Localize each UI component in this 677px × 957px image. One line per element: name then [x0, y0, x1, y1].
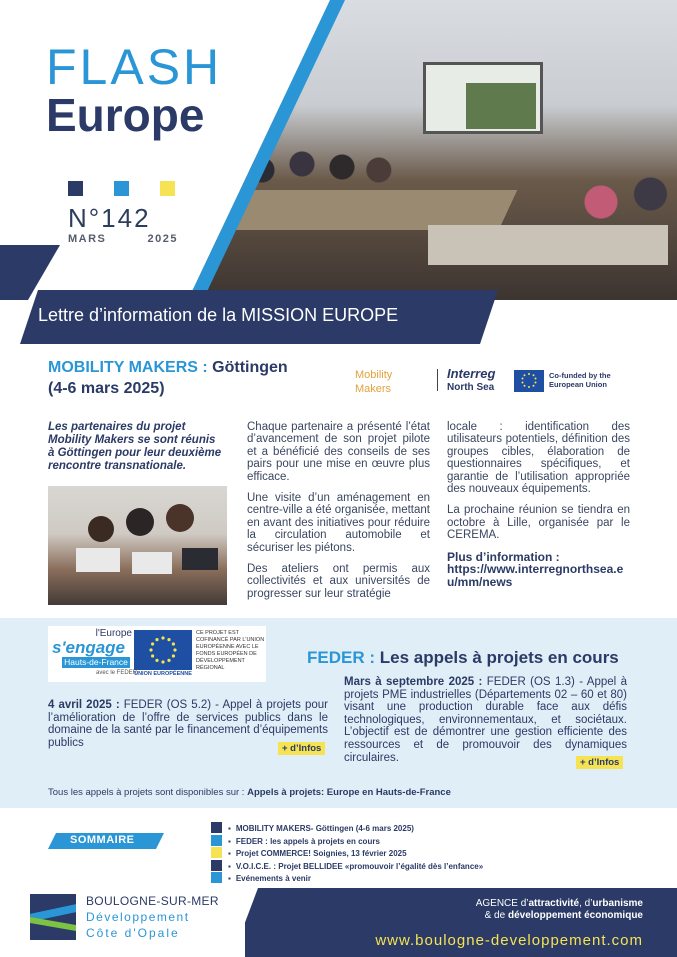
issue-month: MARS — [68, 233, 107, 245]
interreg-subtitle: North Sea — [447, 382, 495, 393]
paragraph: locale : identification des utilisateurs potentiels, définition des groupes cibles, élaboration de questionnaires spécifiques, et garantie de l’utilisation appropriée des nouveaux équipements. — [447, 421, 630, 496]
paragraph: La prochaine réunion se tiendra en octobre à Lille, organisée par le CEREMA. — [447, 504, 630, 542]
mobility-dates: (4-6 mars 2025) — [48, 380, 165, 397]
all-calls-prefix: Tous les appels à projets sont disponibles sur : — [48, 787, 248, 798]
interreg-logo: Interreg — [447, 366, 496, 381]
toc-item[interactable]: ▪ Evénements à venir — [228, 873, 483, 886]
tagline-part: & de — [484, 910, 508, 921]
square-blue-icon — [114, 181, 129, 196]
call-1-date: 4 avril 2025 : — [48, 699, 120, 711]
agency-tagline — [476, 898, 643, 922]
all-calls-link[interactable]: Appels à projets: Europe en Hauts-de-France — [247, 787, 451, 798]
toc-square-icon — [211, 822, 222, 833]
toc-square-icon — [211, 835, 222, 846]
logo-sengage-text: s'engage — [52, 638, 126, 657]
call-1-text: FEDER (OS 5.2) - Appel à projets pour l’amélioration de l’offre de services publics dans le domaine de la santé par le financement d’équipements publics — [48, 699, 328, 749]
brand-name: BOULOGNE-SUR-MER — [86, 894, 219, 908]
logo-divider — [437, 369, 438, 391]
feder-cofinance-text: CE PROJET EST COFINANCÉ PAR L'UNION EUROPÉENNE AVEC LE FONDS EUROPÉEN DE DÉVELOPPEMENT RÉGIONAL — [196, 630, 265, 671]
paragraph: Chaque partenaire a présenté l’état d’avancement de son projet pilote et a bénéficié des conseils de ses pairs pour une mise en œuvre plus efficace. — [247, 421, 430, 483]
more-info-link[interactable]: https://www.interregnorthsea.eu/mm/news — [447, 562, 624, 590]
article-column-2 — [247, 421, 430, 609]
boulogne-logo-icon — [30, 894, 76, 940]
paragraph: Une visite d’un aménagement en centre-ville a été organisée, mettant en avant des initiatives pour réduire la circulation automobile et sécuriser les piétons. — [247, 492, 430, 554]
mobility-logo-line2: Makers — [355, 383, 392, 395]
table-of-contents — [228, 823, 483, 886]
issue-date — [68, 233, 178, 245]
more-info-label: Plus d’information : — [447, 549, 560, 564]
call-2-date: Mars à septembre 2025 : — [344, 676, 483, 688]
feder-title-key: FEDER : — [307, 648, 380, 667]
eu-flag-icon — [134, 630, 192, 670]
call-for-projects-2 — [344, 676, 627, 764]
website-link[interactable]: www.boulogne-developpement.com — [375, 932, 643, 949]
mobility-title-project: MOBILITY MAKERS : — [48, 359, 213, 376]
all-calls-line — [48, 787, 451, 798]
toc-item[interactable]: ▪ V.O.I.C.E. : Projet BELLIDEE «promouvoir l’égalité dès l’enfance» — [228, 861, 483, 874]
toc-square-icon — [211, 860, 222, 871]
toc-item[interactable]: ▪ MOBILITY MAKERS- Göttingen (4-6 mars 2025) — [228, 823, 483, 836]
square-navy-icon — [68, 181, 83, 196]
mobility-logo-line1: Mobility — [355, 369, 393, 381]
logo-region-text: Hauts-de-France — [62, 657, 130, 668]
brand-subtitle: Développement — [86, 910, 190, 924]
paragraph: Des ateliers ont permis aux collectivités et aux universités de progresser sur leur stratégie — [247, 563, 430, 600]
tagline-part: , d’ — [579, 898, 593, 909]
tagline-part: AGENCE d’ — [475, 898, 529, 909]
tagline-part: urbanisme — [592, 898, 643, 909]
mobility-title — [48, 359, 288, 377]
eu-flag-icon — [514, 370, 544, 392]
photo-table-right — [428, 225, 668, 265]
tagline-part: attractivité — [528, 898, 580, 909]
toc-square-icon — [211, 847, 222, 858]
call-2-text: FEDER (OS 1.3) - Appel à projets PME industrielles (Départements 02 – 60 et 80) visant une production durable face aux défis technologiques, environnementaux, et sociétaux. L’objectif est de démontrer une gestion efficiente des ressources et de promouvoir des dynamiques circulaires. — [344, 676, 627, 764]
banner-text: Lettre d’information de la MISSION EUROPE — [38, 305, 399, 325]
toc-square-icon — [211, 872, 222, 883]
meeting-photo — [48, 486, 227, 605]
title-flash: FLASH — [46, 39, 223, 95]
brand-region: Côte d'Opale — [86, 926, 180, 940]
logo-avec-text: avec le FEDER — [96, 670, 138, 676]
article-column-3 — [447, 421, 630, 589]
more-infos-button[interactable]: + d’Infos — [576, 756, 623, 769]
square-yellow-icon — [160, 181, 175, 196]
toc-item[interactable]: ▪ Projet COMMERCE! Soignies, 13 février 2025 — [228, 848, 483, 861]
title-europe: Europe — [46, 89, 205, 141]
mobility-makers-logo — [355, 368, 392, 396]
projector-screen — [423, 62, 543, 134]
issue-year: 2025 — [147, 233, 178, 245]
toc-color-squares — [211, 822, 222, 885]
feder-title — [307, 648, 619, 668]
more-infos-button[interactable]: + d’Infos — [278, 742, 325, 755]
mobility-intro: Les partenaires du projet Mobility Makers se sont réunis à Göttingen pour leur deuxième rencontre transnationale. — [48, 421, 222, 472]
logo-europe-text: l'Europe — [95, 628, 132, 639]
toc-item[interactable]: ▪ FEDER : les appels à projets en cours — [228, 836, 483, 849]
ue-label: UNION EUROPÉENNE — [134, 671, 192, 677]
feder-title-rest: Les appels à projets en cours — [379, 648, 619, 667]
sommaire-label: SOMMAIRE — [70, 834, 135, 846]
mobility-title-city: Göttingen — [212, 359, 288, 376]
tagline-part: développement économique — [507, 910, 643, 921]
issue-number: N°142 — [68, 203, 151, 233]
cofunded-label: Co-funded by the European Union — [549, 371, 611, 389]
